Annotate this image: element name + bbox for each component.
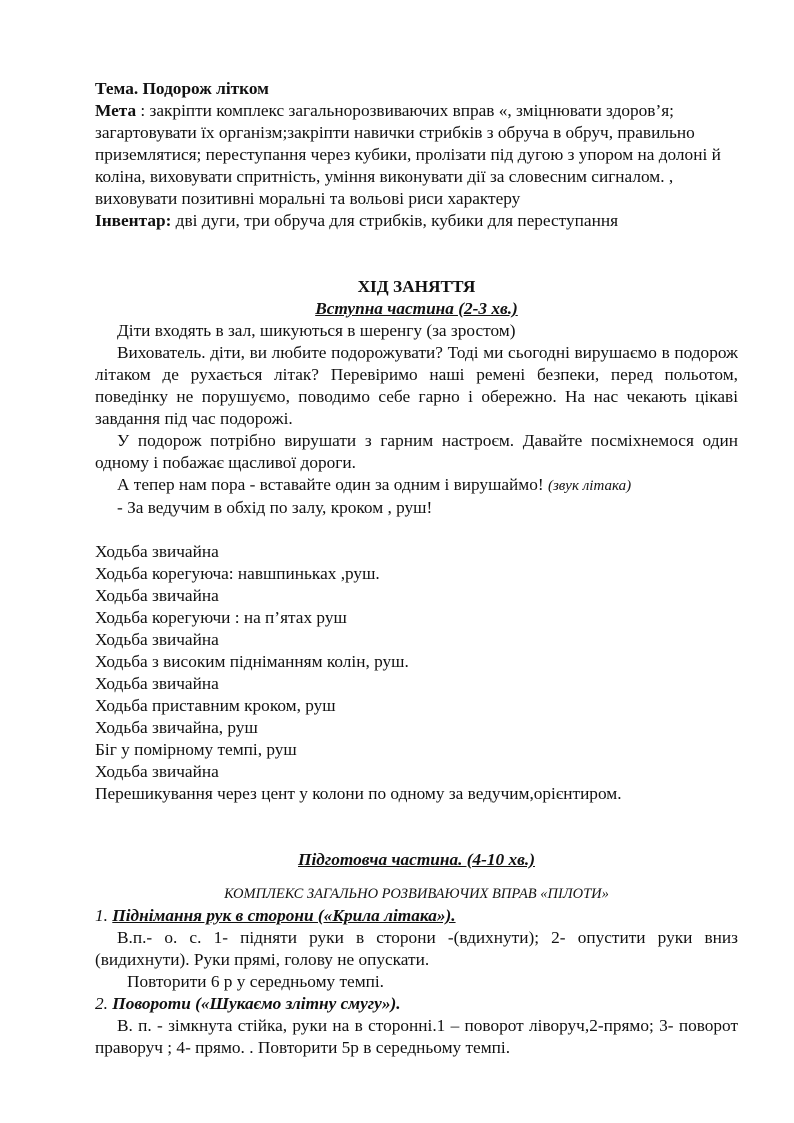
exercise-1-title — [95, 905, 738, 927]
document-page — [95, 78, 738, 1059]
spacer — [95, 519, 738, 541]
intro-paragraph-2: Вихователь. діти, ви любите подорожувати? Тоді ми сьогодні вирушаємо в подорож літаком де рухається літак? Перевіримо наші ремені безпеки, перед польотом, поведінку не порушуємо, поводимо себе гарно і обережно. На нас чекають цікаві завдання під час подорожі. — [95, 343, 738, 428]
exercise-2-text: В. п. - зімкнута стійка, руки на в сторонні.1 – поворот ліворуч,2-прямо; 3- поворот праворуч ; 4- прямо. . Повторити 5р в середньому темпі. — [95, 1016, 738, 1057]
spacer — [95, 805, 738, 827]
walking-item: Ходьба звичайна — [95, 586, 219, 605]
exercise-2-title — [95, 993, 738, 1015]
intro-paragraph-3: У подорож потрібно вирушати з гарним настроєм. Давайте посміхнемося один одному і побажає щасливої дороги. — [95, 431, 738, 472]
walking-item: Ходьба корегуюча: навшпиньках ,руш. — [95, 564, 380, 583]
walking-item: Ходьба звичайна, руш — [95, 718, 258, 737]
intro-paragraph-5: - За ведучим в обхід по залу, кроком , руш! — [117, 498, 433, 517]
intro-paragraph-1: Діти входять в зал, шикуються в шеренгу (за зростом) — [117, 321, 516, 340]
exercise-2-number: 2. — [95, 994, 113, 1013]
topic-text: Подорож літком — [142, 79, 269, 98]
goal-text: : закріпти комплекс загальнорозвиваючих вправ «, зміцнювати здоров’я; загартовувати їх організм;закріпти навички стрибків з обруча в обруч, правильно приземлятися; переступання через кубики, пролізати під дугою з упором на долоні й коліна, виховувати спритність, уміння виконувати дії за словесним сигналом. , виховувати позитивні моральні та вольові риси характеру — [95, 101, 721, 208]
walking-item: Ходьба звичайна — [95, 674, 219, 693]
prep-part-title: Підготовча частина. (4-10 хв.) — [298, 850, 535, 869]
topic-line — [95, 78, 738, 100]
exercise-1-number: 1. — [95, 906, 113, 925]
walking-item: Ходьба звичайна — [95, 630, 219, 649]
spacer — [95, 254, 738, 276]
spacer — [95, 827, 738, 849]
spacer — [95, 871, 738, 883]
walking-list — [95, 541, 738, 805]
walking-item: Перешикування через цент у колони по одному за ведучим,орієнтиром. — [95, 784, 622, 803]
intro-paragraph-4 — [95, 474, 738, 497]
walking-item: Ходьба звичайна — [95, 542, 219, 561]
exercise-1-repeat: Повторити 6 р у середньому темпі. — [127, 972, 384, 991]
goal-label: Мета — [95, 101, 137, 120]
walking-item: Ходьба приставним кроком, руш — [95, 696, 336, 715]
complex-title: КОМПЛЕКС ЗАГАЛЬНО РОЗВИВАЮЧИХ ВПРАВ «ПІЛОТИ» — [224, 886, 609, 902]
exercise-1-name: Піднімання рук в сторони («Крила літака»). — [112, 906, 456, 925]
lesson-title: ХІД ЗАНЯТТЯ — [357, 277, 476, 296]
inventory-text: дві дуги, три обруча для стрибків, кубики для переступання — [171, 211, 619, 230]
goal-paragraph — [95, 100, 738, 210]
sound-note: (звук літака) — [547, 478, 632, 494]
exercise-2-name: Повороти («Шукаємо злітну смугу»). — [112, 994, 401, 1013]
spacer — [95, 232, 738, 254]
inventory-line — [95, 210, 738, 232]
intro-paragraph-4-main: А тепер нам пора - вставайте один за одним і вирушаймо! — [117, 475, 548, 494]
walking-item: Біг у помірному темпі, руш — [95, 740, 297, 759]
walking-item: Ходьба корегуючи : на п’ятах руш — [95, 608, 347, 627]
exercise-1-text: В.п.- о. с. 1- підняти руки в сторони -(вдихнути); 2- опустити руки вниз (видихнути). Руки прямі, голову не опускати. — [95, 928, 738, 969]
intro-part-title: Вступна частина (2-3 хв.) — [315, 299, 518, 318]
topic-label: Тема. — [95, 79, 139, 98]
inventory-label: Інвентар: — [95, 211, 172, 230]
walking-item: Ходьба з високим підніманням колін, руш. — [95, 652, 409, 671]
walking-item: Ходьба звичайна — [95, 762, 219, 781]
